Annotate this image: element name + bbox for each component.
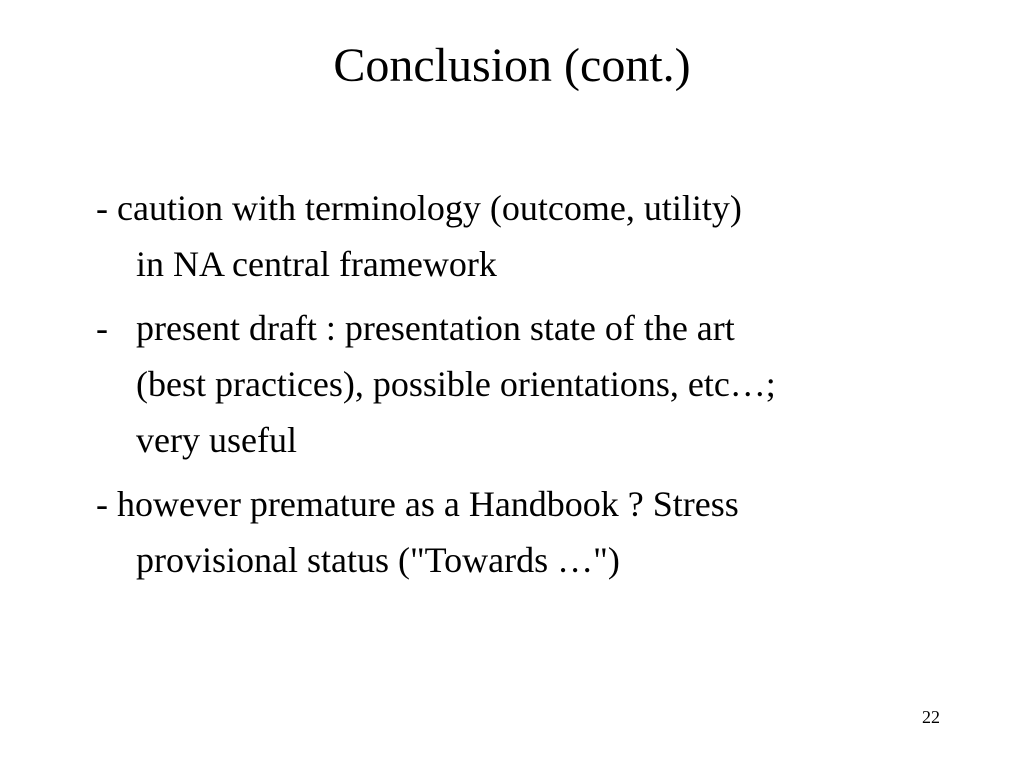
bullet-dash: - — [96, 308, 108, 348]
bullet-line: - caution with terminology (outcome, utility) — [96, 188, 742, 228]
bullet-line: present draft : presentation state of the art — [136, 308, 735, 348]
slide-title: Conclusion (cont.) — [333, 39, 691, 92]
bullet-line: very useful — [136, 420, 297, 460]
bullet-item-handbook — [96, 476, 976, 588]
page-number: 22 — [922, 707, 940, 727]
bullet-item-present-draft — [96, 300, 976, 468]
slide-body — [96, 180, 976, 596]
bullet-line: provisional status ("Towards …") — [136, 540, 620, 580]
bullet-line: in NA central framework — [136, 244, 497, 284]
bullet-line: (best practices), possible orientations, etc…; — [136, 364, 776, 404]
bullet-line: - however premature as a Handbook ? Stress — [96, 484, 739, 524]
bullet-item-terminology — [96, 180, 976, 292]
